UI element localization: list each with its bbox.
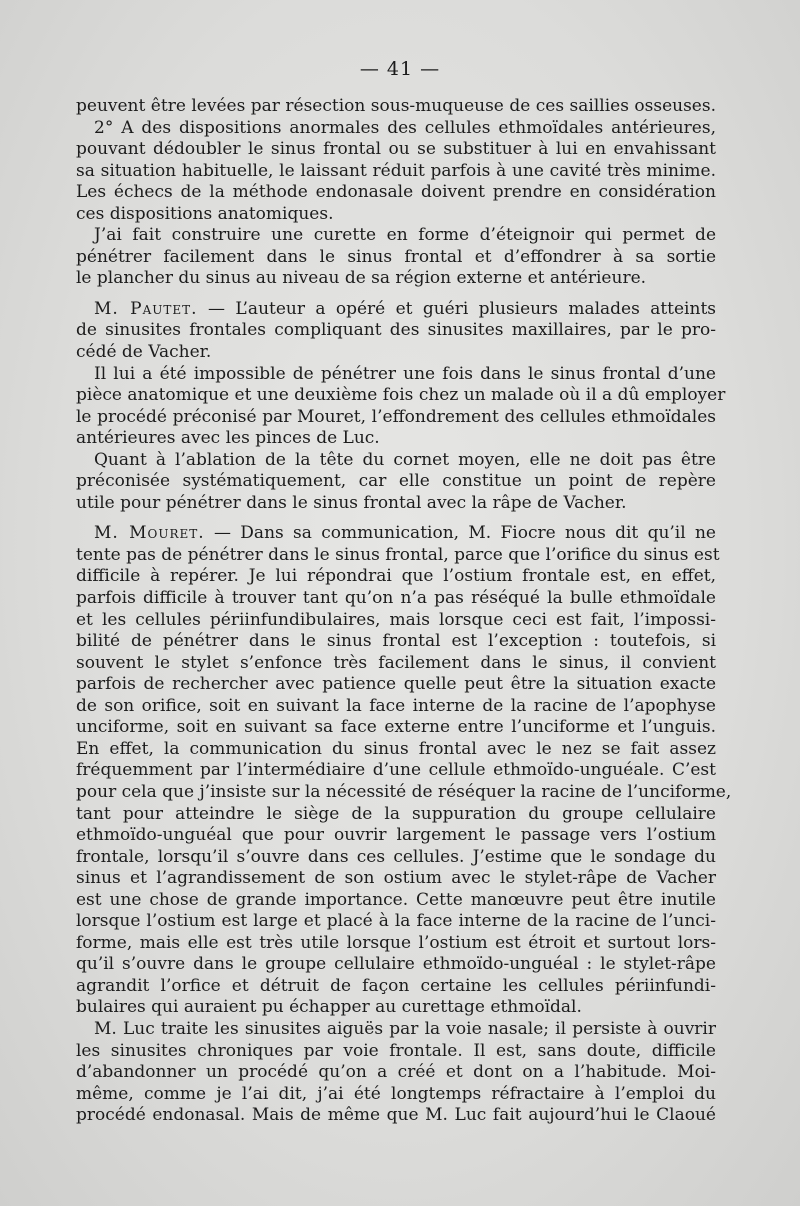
paragraph [76, 299, 716, 364]
text-line: utile pour pénétrer dans le sinus frontal avec la râpe de Vacher. [76, 492, 627, 513]
paragraph [76, 225, 716, 290]
page-header: — 41 — [359, 58, 441, 80]
text-line: pénétrer facilement dans le sinus frontal et d’effondrer à sa sortie [76, 246, 716, 267]
text-line: unciforme, soit en suivant sa face externe entre l’unciforme et l’unguis. [76, 717, 716, 738]
text-line: préconisée systématiquement, car elle constitue un point de repère [76, 471, 716, 492]
text-line: sinus et l’agrandissement de son ostium avec le stylet-râpe de Vacher [76, 868, 716, 889]
text-line: bulaires qui auraient pu échapper au curettage ethmoïdal. [76, 997, 582, 1018]
text-line: frontale, lorsqu’il s’ouvre dans ces cellules. J’estime que le sondage du [76, 846, 716, 867]
text-line: procédé endonasal. Mais de même que M. Luc fait aujourd’hui le Claoué [76, 1105, 716, 1126]
text-line: de sinusites frontales compliquant des sinusites maxillaires, par le pro- [76, 320, 716, 341]
text-line: agrandit l’orfice et détruit de façon certaine les cellules périinfundi- [76, 975, 716, 996]
text-line: Quant à l’ablation de la tête du cornet moyen, elle ne doit pas être [94, 449, 716, 470]
text-line: bilité de pénétrer dans le sinus frontal est l’exception : toutefois, si [76, 631, 716, 652]
text-line: peuvent être levées par résection sous-muqueuse de ces saillies osseuses. [76, 96, 716, 116]
text-line: Il lui a été impossible de pénétrer une fois dans le sinus frontal d’une [94, 363, 716, 384]
text-line: le plancher du sinus au niveau de sa région externe et antérieure. [76, 268, 647, 289]
text-line: d’abandonner un procédé qu’on a créé et dont on a l’habitude. Moi- [76, 1062, 716, 1083]
text-line: fréquemment par l’intermédiaire d’une cellule ethmoïdo-unguéale. C’est [76, 760, 716, 781]
text-line: qu’il s’ouvre dans le groupe cellulaire ethmoïdo-unguéal : le stylet-râpe [76, 954, 716, 975]
text-line [76, 299, 716, 321]
paragraph [76, 363, 726, 450]
text-line [76, 523, 716, 545]
text-line: ethmoïdo-unguéal que pour ouvrir largement le passage vers l’ostium [76, 825, 716, 846]
text-line: lorsque l’ostium est large et placé à la face interne de la racine de l’unci- [76, 911, 716, 932]
text-line: cédé de Vacher. [76, 342, 212, 363]
text-line: les sinusites chroniques par voie frontale. Il est, sans doute, difficile [76, 1040, 716, 1061]
text-span: — Dans sa communication, M. Fiocre nous dit qu’il ne [204, 523, 716, 544]
text-line: même, comme je l’ai dit, j’ai été longtemps réfractaire à l’emploi du [76, 1083, 716, 1104]
text-line: tant pour atteindre le siège de la suppuration du groupe cellulaire [76, 803, 716, 824]
paragraph [76, 1019, 716, 1127]
text-line: antérieures avec les pinces de Luc. [76, 428, 380, 449]
text-line: est une chose de grande importance. Cette manœuvre peut être inutile [76, 889, 716, 910]
paragraph [76, 523, 732, 1019]
text-line: souvent le stylet s’enfonce très facilement dans le sinus, il convient [76, 652, 716, 673]
text-line: parfois de rechercher avec patience quelle peut être la situation exacte [76, 674, 716, 695]
text-line: et les cellules périinfundibulaires, mais lorsque ceci est fait, l’impossi- [76, 609, 716, 630]
text-line: J’ai fait construire une curette en forme d’éteignoir qui permet de [94, 225, 716, 246]
text-line: pièce anatomique et une deuxième fois chez un malade où il a dû employer [76, 385, 726, 406]
paragraph [76, 450, 716, 515]
speaker-name: M. Mouret. [94, 523, 205, 544]
text-line: pour cela que j’insiste sur la nécessité de réséquer la racine de l’unciforme, [76, 781, 732, 802]
text-line: 2° A des dispositions anormales des cellules ethmoïdales antérieures, [94, 117, 716, 138]
text-line: M. Luc traite les sinusites aiguës par la voie nasale; il persiste à ouvrir [94, 1018, 716, 1039]
speaker-name: M. Pautet. [94, 298, 198, 319]
text-span: — L’auteur a opéré et guéri plusieurs malades atteints [197, 298, 717, 319]
text-line: forme, mais elle est très utile lorsque l’ostium est étroit et surtout lors- [76, 932, 716, 953]
text-line: le procédé préconisé par Mouret, l’effondrement des cellules ethmoïdales [76, 406, 716, 427]
body-text [76, 96, 732, 1127]
text-line: Les échecs de la méthode endonasale doivent prendre en considération [76, 182, 716, 203]
text-line: de son orifice, soit en suivant la face interne de la racine de l’apophyse [76, 695, 716, 716]
text-line: difficile à repérer. Je lui répondrai que l’ostium frontale est, en effet, [76, 566, 716, 587]
text-line: tente pas de pénétrer dans le sinus frontal, parce que l’orifice du sinus est [76, 544, 720, 565]
text-line: En effet, la communication du sinus frontal avec le nez se fait assez [76, 738, 716, 759]
text-line: sa situation habituelle, le laissant réduit parfois à une cavité très minime. [76, 160, 716, 181]
paragraph [76, 96, 716, 225]
text-line: parfois difficile à trouver tant qu’on n’a pas réséqué la bulle ethmoïdale [76, 588, 716, 609]
text-line: pouvant dédoubler le sinus frontal ou se substituer à lui en envahissant [76, 139, 716, 160]
text-line: ces dispositions anatomiques. [76, 203, 334, 224]
